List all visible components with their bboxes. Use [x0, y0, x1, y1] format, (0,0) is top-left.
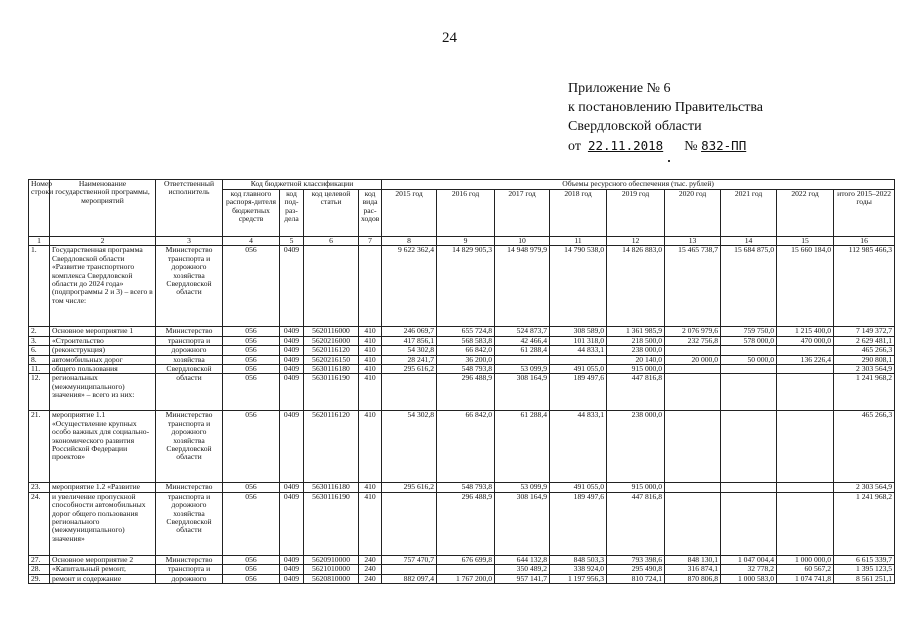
header-executor: Ответственный исполнитель	[156, 180, 223, 237]
row-code-grbs: 056	[223, 574, 280, 583]
row-code-grbs: 056	[223, 483, 280, 492]
page-number: 24	[442, 30, 457, 46]
row-code-type: 410	[359, 374, 382, 411]
row-total: 1 395 123,5	[834, 565, 895, 574]
row-value	[382, 492, 437, 555]
row-value	[777, 411, 834, 483]
row-value: 316 874,1	[665, 565, 721, 574]
row-total: 465 266,3	[834, 411, 895, 483]
row-value: 54 302,8	[382, 411, 437, 483]
row-value: 1 047 004,4	[721, 555, 777, 564]
stray-mark	[668, 160, 670, 162]
header-code-target: код целевой статьи	[304, 190, 359, 237]
header-volumes: Объемы ресурсного обеспечения (тыс. рублей)	[382, 180, 895, 190]
row-code-target: 5620910000	[304, 555, 359, 564]
row-value: 15 465 738,7	[665, 246, 721, 327]
row-total: 2 629 481,1	[834, 336, 895, 345]
row-value: 60 567,2	[777, 565, 834, 574]
row-executor: хозяйства	[156, 355, 223, 364]
row-number: 21.	[29, 411, 50, 483]
row-code-type: 240	[359, 555, 382, 564]
row-value: 14 826 883,0	[607, 246, 665, 327]
table-row	[29, 246, 895, 327]
annex-line-2: к постановлению Правительства	[568, 100, 764, 115]
row-value	[721, 346, 777, 355]
row-value: 1 000 583,0	[721, 574, 777, 583]
row-value: 189 497,6	[550, 492, 607, 555]
row-value: 870 806,8	[665, 574, 721, 583]
row-value: 417 856,1	[382, 336, 437, 345]
row-executor: транспорта и	[156, 565, 223, 574]
table-row	[29, 346, 895, 355]
from-label: от	[568, 139, 581, 154]
header-code-grbs: код главного распоря-дителя бюджетных средств	[223, 190, 280, 237]
row-value: 759 750,0	[721, 327, 777, 336]
row-name: «Строительство	[50, 336, 156, 345]
row-total: 1 241 968,2	[834, 374, 895, 411]
row-value: 246 069,7	[382, 327, 437, 336]
row-code-type: 410	[359, 327, 382, 336]
row-code-section: 0409	[280, 483, 304, 492]
col-number: 12	[607, 237, 665, 246]
col-number: 4	[223, 237, 280, 246]
row-code-target: 5621010000	[304, 565, 359, 574]
row-code-type	[359, 246, 382, 327]
row-number: 23.	[29, 483, 50, 492]
row-value: 50 000,0	[721, 355, 777, 364]
row-code-target: 5620116000	[304, 327, 359, 336]
row-name: Основное мероприятие 2	[50, 555, 156, 564]
row-number: 6.	[29, 346, 50, 355]
row-value	[777, 346, 834, 355]
table-row	[29, 574, 895, 583]
row-name: (реконструкция)	[50, 346, 156, 355]
row-value: 491 055,0	[550, 483, 607, 492]
row-code-section: 0409	[280, 246, 304, 327]
row-value: 14 829 905,3	[437, 246, 495, 327]
row-value: 295 616,2	[382, 483, 437, 492]
col-number: 15	[777, 237, 834, 246]
row-executor: Министерство транспорта и дорожного хозяйства Свердловской области	[156, 246, 223, 327]
header-year: 2017 год	[495, 190, 550, 237]
table-row	[29, 336, 895, 345]
row-value: 42 466,4	[495, 336, 550, 345]
row-value: 28 241,7	[382, 355, 437, 364]
row-number: 27.	[29, 555, 50, 564]
row-code-section: 0409	[280, 365, 304, 374]
row-total: 8 561 251,1	[834, 574, 895, 583]
header-year: 2015 год	[382, 190, 437, 237]
row-value	[665, 374, 721, 411]
row-value: 20 000,0	[665, 355, 721, 364]
row-value: 36 200,0	[437, 355, 495, 364]
header-name: Наименование государственной программы, мероприятий	[50, 180, 156, 237]
row-code-section: 0409	[280, 555, 304, 564]
row-name: мероприятие 1.1 «Осуществление крупных особо важных для социально-экономического развития Российской Федерации проектов»	[50, 411, 156, 483]
row-code-section: 0409	[280, 355, 304, 364]
row-value: 9 622 362,4	[382, 246, 437, 327]
row-total: 465 266,3	[834, 346, 895, 355]
row-code-target: 5630116190	[304, 374, 359, 411]
row-value: 296 488,9	[437, 492, 495, 555]
row-value: 189 497,6	[550, 374, 607, 411]
row-executor: Министерство	[156, 555, 223, 564]
row-value: 20 140,0	[607, 355, 665, 364]
row-code-target: 5630116180	[304, 483, 359, 492]
row-value: 548 793,8	[437, 365, 495, 374]
row-value: 447 816,8	[607, 492, 665, 555]
row-code-section: 0409	[280, 574, 304, 583]
row-value	[665, 492, 721, 555]
header-year: 2022 год	[777, 190, 834, 237]
row-value: 810 724,1	[607, 574, 665, 583]
row-value: 957 141,7	[495, 574, 550, 583]
row-value: 757 470,7	[382, 555, 437, 564]
row-executor: Министерство	[156, 327, 223, 336]
row-code-target: 5630116190	[304, 492, 359, 555]
row-value: 54 302,8	[382, 346, 437, 355]
col-number: 9	[437, 237, 495, 246]
row-value: 447 816,8	[607, 374, 665, 411]
row-value: 136 226,4	[777, 355, 834, 364]
row-value: 101 318,0	[550, 336, 607, 345]
header-code-type: код вида рас-ходов	[359, 190, 382, 237]
row-executor: дорожного	[156, 574, 223, 583]
row-code-grbs: 056	[223, 365, 280, 374]
row-code-grbs: 056	[223, 246, 280, 327]
row-code-section: 0409	[280, 336, 304, 345]
col-number: 16	[834, 237, 895, 246]
row-value	[382, 374, 437, 411]
col-number: 1	[29, 237, 50, 246]
row-value	[777, 492, 834, 555]
row-value: 53 099,9	[495, 483, 550, 492]
row-code-grbs: 056	[223, 374, 280, 411]
row-number: 28.	[29, 565, 50, 574]
row-code-type: 410	[359, 355, 382, 364]
row-value: 308 164,9	[495, 374, 550, 411]
annex-line-3: Свердловской области	[568, 119, 702, 134]
table-row	[29, 411, 895, 483]
row-value: 15 684 875,0	[721, 246, 777, 327]
row-value	[721, 411, 777, 483]
row-code-target: 5620116120	[304, 346, 359, 355]
row-value: 232 756,8	[665, 336, 721, 345]
row-executor: Свердловской	[156, 365, 223, 374]
header-year: 2016 год	[437, 190, 495, 237]
row-value	[721, 365, 777, 374]
row-value: 848 503,3	[550, 555, 607, 564]
row-code-grbs: 056	[223, 346, 280, 355]
row-code-type: 410	[359, 483, 382, 492]
row-code-section: 0409	[280, 346, 304, 355]
row-name: автомобильных дорог	[50, 355, 156, 364]
row-value	[721, 483, 777, 492]
row-value	[721, 492, 777, 555]
row-number: 2.	[29, 327, 50, 336]
row-value: 14 790 538,0	[550, 246, 607, 327]
row-code-type: 240	[359, 565, 382, 574]
annex-date-line	[568, 136, 763, 156]
row-name: ремонт и содержание	[50, 574, 156, 583]
row-code-grbs: 056	[223, 411, 280, 483]
row-value: 238 000,0	[607, 411, 665, 483]
row-value	[665, 411, 721, 483]
row-executor: Министерство транспорта и дорожного хозяйства Свердловской области	[156, 411, 223, 483]
row-code-grbs: 056	[223, 492, 280, 555]
row-code-target: 5620216150	[304, 355, 359, 364]
header-year: 2020 год	[665, 190, 721, 237]
row-number: 3.	[29, 336, 50, 345]
header-year: 2019 год	[607, 190, 665, 237]
row-total: 290 808,1	[834, 355, 895, 364]
row-value: 524 873,7	[495, 327, 550, 336]
table-row	[29, 483, 895, 492]
row-executor: дорожного	[156, 346, 223, 355]
row-executor: области	[156, 374, 223, 411]
row-value: 655 724,8	[437, 327, 495, 336]
row-total: 1 241 968,2	[834, 492, 895, 555]
row-number: 8.	[29, 355, 50, 364]
row-value: 61 288,4	[495, 346, 550, 355]
row-value: 1 215 400,0	[777, 327, 834, 336]
row-value	[777, 483, 834, 492]
row-code-target: 5620116120	[304, 411, 359, 483]
row-code-type: 410	[359, 336, 382, 345]
row-value: 470 000,0	[777, 336, 834, 345]
row-code-target: 5620810000	[304, 574, 359, 583]
row-value	[382, 565, 437, 574]
row-name: Государственная программа Свердловской области «Развитие транспортного комплекса Свердловской области до 2024 года» (подпрограммы 2 и 3) – всего в том числе:	[50, 246, 156, 327]
row-value: 53 099,9	[495, 365, 550, 374]
header-num: Номер строки	[29, 180, 50, 237]
row-value: 66 842,0	[437, 411, 495, 483]
row-total: 112 985 466,3	[834, 246, 895, 327]
row-value	[437, 565, 495, 574]
row-code-section: 0409	[280, 565, 304, 574]
row-name: и увеличение пропускной способности автомобильных дорог общего пользования регионального (межмуниципального) значения»	[50, 492, 156, 555]
budget-table	[28, 179, 895, 584]
row-code-type: 410	[359, 411, 382, 483]
row-total: 2 303 564,9	[834, 483, 895, 492]
annex-title: Приложение № 6	[568, 81, 671, 96]
row-value: 2 076 979,6	[665, 327, 721, 336]
row-value: 14 948 979,9	[495, 246, 550, 327]
row-value: 548 793,8	[437, 483, 495, 492]
col-number: 5	[280, 237, 304, 246]
row-value: 32 778,2	[721, 565, 777, 574]
row-name: мероприятие 1.2 «Развитие	[50, 483, 156, 492]
col-number: 10	[495, 237, 550, 246]
row-code-target: 5620216000	[304, 336, 359, 345]
row-value: 882 097,4	[382, 574, 437, 583]
row-code-target	[304, 246, 359, 327]
header-code-section: код под-раз-дела	[280, 190, 304, 237]
row-value: 1 767 200,0	[437, 574, 495, 583]
row-value	[665, 483, 721, 492]
row-code-section: 0409	[280, 411, 304, 483]
row-value: 296 488,9	[437, 374, 495, 411]
row-total: 2 303 564,9	[834, 365, 895, 374]
col-number: 13	[665, 237, 721, 246]
row-code-type: 240	[359, 574, 382, 583]
row-value	[777, 365, 834, 374]
col-number: 14	[721, 237, 777, 246]
number-label: №	[684, 139, 698, 154]
row-name: общего пользования	[50, 365, 156, 374]
row-code-target: 5630116180	[304, 365, 359, 374]
row-code-type: 410	[359, 365, 382, 374]
decree-date: 22.11.2018	[587, 138, 664, 153]
row-value: 295 616,2	[382, 365, 437, 374]
row-value: 1 000 000,0	[777, 555, 834, 564]
row-name: Основное мероприятие 1	[50, 327, 156, 336]
row-number: 12.	[29, 374, 50, 411]
row-code-grbs: 056	[223, 555, 280, 564]
row-value: 915 000,0	[607, 365, 665, 374]
row-value: 66 842,0	[437, 346, 495, 355]
row-value: 308 164,9	[495, 492, 550, 555]
row-value: 308 589,0	[550, 327, 607, 336]
row-code-grbs: 056	[223, 336, 280, 345]
table-row	[29, 565, 895, 574]
row-value: 238 000,0	[607, 346, 665, 355]
row-number: 29.	[29, 574, 50, 583]
row-code-section: 0409	[280, 374, 304, 411]
table-row	[29, 492, 895, 555]
row-executor: транспорта и	[156, 336, 223, 345]
row-value: 915 000,0	[607, 483, 665, 492]
row-value	[721, 374, 777, 411]
col-number: 8	[382, 237, 437, 246]
row-value	[665, 346, 721, 355]
row-total: 7 149 372,7	[834, 327, 895, 336]
col-number: 2	[50, 237, 156, 246]
row-value	[777, 374, 834, 411]
row-value: 848 130,1	[665, 555, 721, 564]
table-body	[29, 246, 895, 584]
row-code-section: 0409	[280, 327, 304, 336]
col-number: 7	[359, 237, 382, 246]
decree-number: 832-ПП	[701, 138, 747, 153]
row-value: 1 074 741,8	[777, 574, 834, 583]
annex-block	[568, 79, 763, 156]
header-year: 2018 год	[550, 190, 607, 237]
header-year: 2021 год	[721, 190, 777, 237]
table-row	[29, 327, 895, 336]
row-value: 568 583,8	[437, 336, 495, 345]
row-code-grbs: 056	[223, 327, 280, 336]
row-total: 6 615 339,7	[834, 555, 895, 564]
row-value: 44 833,1	[550, 411, 607, 483]
row-name: «Капитальный ремонт,	[50, 565, 156, 574]
row-number: 1.	[29, 246, 50, 327]
row-code-grbs: 056	[223, 565, 280, 574]
row-number: 24.	[29, 492, 50, 555]
row-value: 44 833,1	[550, 346, 607, 355]
row-code-type: 410	[359, 492, 382, 555]
row-value: 1 361 985,9	[607, 327, 665, 336]
header-total: итого 2015–2022 годы	[834, 190, 895, 237]
row-executor: Министерство	[156, 483, 223, 492]
row-value: 295 490,8	[607, 565, 665, 574]
row-code-grbs: 056	[223, 355, 280, 364]
row-number: 11.	[29, 365, 50, 374]
header-budget-code: Код бюджетной классификации	[223, 180, 382, 190]
row-value: 491 055,0	[550, 365, 607, 374]
col-number: 11	[550, 237, 607, 246]
table-row	[29, 374, 895, 411]
col-number: 3	[156, 237, 223, 246]
row-name: региональных (межмуниципального) значения» – всего из них:	[50, 374, 156, 411]
row-value: 578 000,0	[721, 336, 777, 345]
row-value: 350 489,2	[495, 565, 550, 574]
row-value: 676 699,8	[437, 555, 495, 564]
row-value: 61 288,4	[495, 411, 550, 483]
col-number: 6	[304, 237, 359, 246]
row-value: 338 924,0	[550, 565, 607, 574]
row-value: 644 132,8	[495, 555, 550, 564]
row-code-type: 410	[359, 346, 382, 355]
row-value: 15 660 184,0	[777, 246, 834, 327]
row-value: 1 197 956,3	[550, 574, 607, 583]
row-executor: транспорта и дорожного хозяйства Свердловской области	[156, 492, 223, 555]
row-value: 793 398,6	[607, 555, 665, 564]
row-value: 218 500,0	[607, 336, 665, 345]
row-value	[665, 365, 721, 374]
row-code-section: 0409	[280, 492, 304, 555]
